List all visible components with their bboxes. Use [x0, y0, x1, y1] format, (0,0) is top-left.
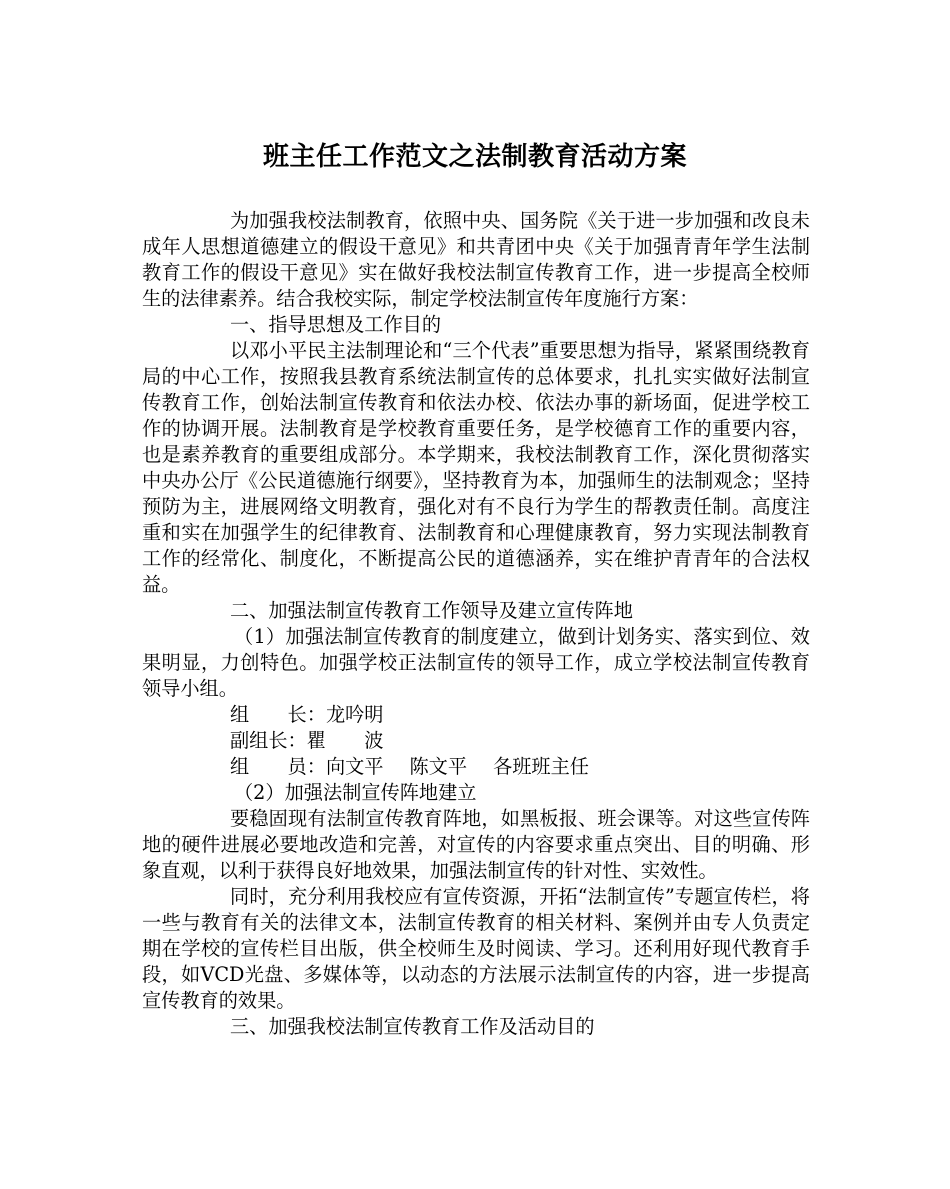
group-members-line	[142, 754, 810, 780]
section-heading-1: 一、指导思想及工作目的	[230, 313, 442, 336]
propaganda-base-heading: （2）加强法制宣传阵地建立	[234, 781, 477, 804]
guiding-ideology-paragraph: 以邓小平民主法制理论和“三个代表”重要思想为指导，紧紧围绕教育局的中心工作，按照我县教育系统法制宣传的总体要求，扎扎实实做好法制宣传教育工作，创始法制宣传教育和依法办校、依法办事的新场面，促进学校工作的协调开展。法制教育是学校教育重要任务，是学校德育工作的重要内容，也是素养教育的重要组成部分。本学期来，我校法制教育工作，深化贯彻落实中央办公厅《公民道德施行纲要》，坚持教育为本，加强师生的法制观念；坚持预防为主，进展网络文明教育，强化对有不良行为学生的帮教责任制。高度注重和实在加强学生的纪律教育、法制教育和心理健康教育，努力实现法制教育工作的经常化、制度化，不断提高公民的道德涵养，实在维护青青年的合法权益。	[142, 339, 810, 596]
intro-paragraph: 为加强我校法制教育，依照中央、国务院《关于进一步加强和改良未成年人思想道德建立的假设干意见》和共青团中央《关于加强青青年学生法制教育工作的假设干意见》实在做好我校法制宣传教育工作，进一步提高全校师生的法律素养。结合我校实际，制定学校法制宣传年度施行方案：	[142, 209, 810, 310]
group-member-2: 陈文平	[409, 755, 468, 778]
document-body	[142, 208, 810, 1040]
group-leader-name: 龙吟明	[325, 703, 384, 726]
group-deputy-label: 副组长：	[230, 729, 307, 752]
leadership-system-paragraph: （1）加强法制宣传教育的制度建立，做到计划务实、落实到位、效果明显，力创特色。加强学校正法制宣传的领导工作，成立学校法制宣传教育领导小组。	[142, 625, 810, 700]
group-member-3: 各班班主任	[493, 755, 589, 778]
resources-paragraph: 同时，充分利用我校应有宣传资源，开拓“法制宣传”专题宣传栏，将一些与教育有关的法律文本，法制宣传教育的相关材料、案例并由专人负责定期在学校的宣传栏目出版，供全校师生及时阅读、学习。还利用好现代教育手段，如VCD光盘、多媒体等，以动态的方法展示法制宣传的内容，进一步提高宣传教育的效果。	[142, 885, 810, 1012]
document-title: 班主任工作范文之法制教育活动方案	[262, 142, 687, 172]
section-heading-2: 二、加强法制宣传教育工作领导及建立宣传阵地	[230, 599, 633, 622]
group-member-1: 向文平	[325, 755, 384, 778]
group-leader-label: 组 长：	[230, 703, 326, 726]
propaganda-base-paragraph: 要稳固现有法制宣传教育阵地，如黑板报、班会课等。对这些宣传阵地的硬件进展必要地改造和完善，对宣传的内容要求重点突出、目的明确、形象直观，以利于获得良好地效果，加强法制宣传的针对性、实效性。	[142, 807, 810, 882]
group-deputy-name: 瞿 波	[306, 729, 384, 752]
group-members-label: 组 员：	[230, 755, 326, 778]
group-leader-line	[142, 702, 810, 728]
group-deputy-line	[142, 728, 810, 754]
section-heading-3: 三、加强我校法制宣传教育工作及活动目的	[230, 1015, 595, 1038]
